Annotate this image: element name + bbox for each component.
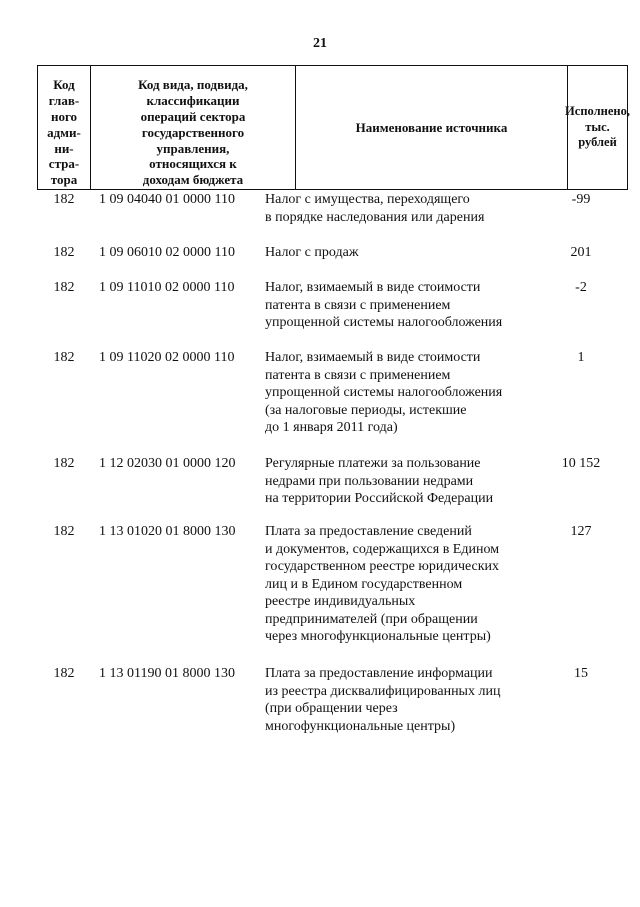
source-name-cell: Налог с продаж (265, 245, 359, 260)
executed-value-cell: 10 152 (561, 456, 601, 471)
classification-code-cell: 1 13 01190 01 8000 130 (99, 666, 235, 681)
executed-value-cell: 201 (570, 245, 592, 260)
executed-value-cell: 1 (577, 350, 585, 365)
table-header (37, 65, 628, 190)
executed-value-cell: -2 (575, 280, 587, 295)
classification-code-cell: 1 09 11010 02 0000 110 (99, 280, 235, 295)
source-name-cell: Плата за предоставление информации из реестра дисквалифицированных лиц (при обращении через многофункциональные центры) (265, 666, 501, 734)
header-admin-code: Код глав- ного адми- ни- стра- тора (37, 66, 91, 189)
source-name-cell: Регулярные платежи за пользование недрами при пользовании недрами на территории Российской Федерации (265, 456, 494, 506)
admin-code-cell: 182 (53, 245, 75, 260)
admin-code-cell: 182 (53, 350, 75, 365)
classification-code-cell: 1 13 01020 01 8000 130 (99, 524, 236, 539)
admin-code-cell: 182 (53, 456, 75, 471)
header-source-name: Наименование источника (296, 66, 568, 189)
classification-code-cell: 1 09 06010 02 0000 110 (99, 245, 235, 260)
classification-code-cell: 1 09 11020 02 0000 110 (99, 350, 235, 365)
classification-code-cell: 1 12 02030 01 0000 120 (99, 456, 236, 471)
header-executed: Исполнено, тыс. рублей (568, 66, 628, 189)
source-name-cell: Плата за предоставление сведений и документов, содержащихся в Едином государственном реестре юридических лиц и в Едином государственном реестре индивидуальных предпринимателей (при обращении через многофункциональные центры) (265, 524, 500, 644)
header-classification-code: Код вида, подвида, классификации операций сектора государственного управления, относящихся к доходам бюджета (91, 66, 296, 189)
executed-value-cell: -99 (571, 192, 591, 207)
executed-value-cell: 15 (574, 666, 588, 681)
admin-code-cell: 182 (53, 280, 75, 295)
classification-code-cell: 1 09 04040 01 0000 110 (99, 192, 235, 207)
admin-code-cell: 182 (53, 524, 75, 539)
source-name-cell: Налог с имущества, переходящего в порядке наследования или дарения (265, 192, 485, 225)
source-name-cell: Налог, взимаемый в виде стоимости патента в связи с применением упрощенной системы налогообложения (за налоговые периоды, истекшие до 1 января 2011 года) (265, 350, 503, 435)
admin-code-cell: 182 (53, 192, 75, 207)
admin-code-cell: 182 (53, 666, 75, 681)
source-name-cell: Налог, взимаемый в виде стоимости патента в связи с применением упрощенной системы налогообложения (265, 280, 503, 330)
executed-value-cell: 127 (570, 524, 592, 539)
page-number: 21 (313, 36, 327, 51)
